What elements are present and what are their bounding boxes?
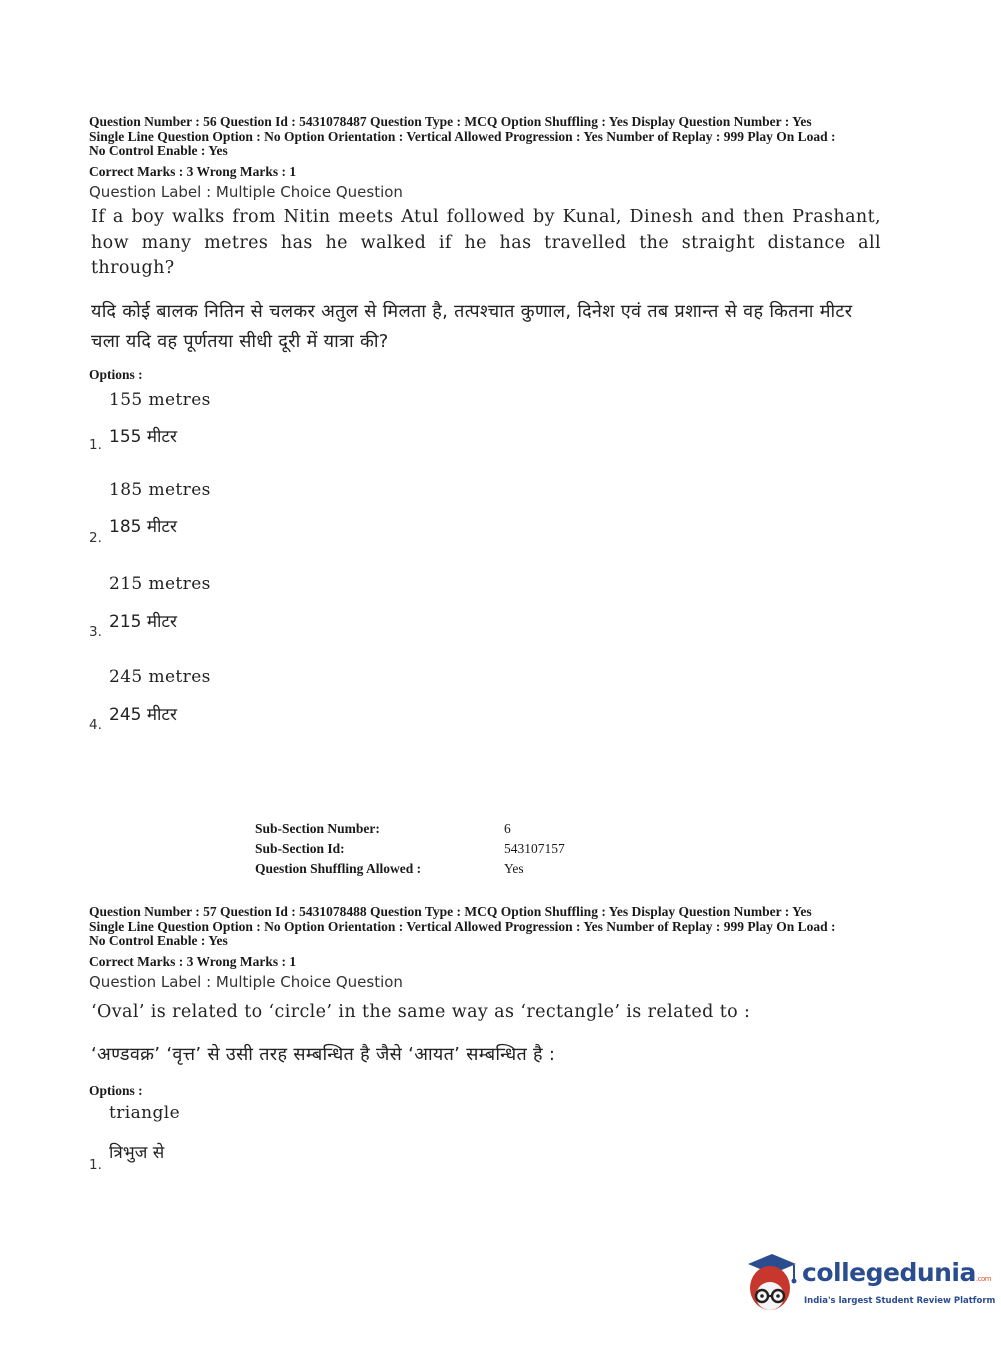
q56-text-en: If a boy walks from Nitin meets Atul followed by Kunal, Dinesh and then Prashant, how many metres has he walked if he has travelled the straight distance all through? xyxy=(91,207,881,278)
q56-option-4-en: 245 metres xyxy=(109,667,211,687)
q56-marks: Correct Marks : 3 Wrong Marks : 1 xyxy=(89,164,297,179)
q56-option-3-en: 215 metres xyxy=(109,574,211,594)
question-shuffling-value: Yes xyxy=(504,861,524,876)
q56-option-4-hi: 245 मीटर xyxy=(109,705,177,725)
q56-option-3-hi: 215 मीटर xyxy=(109,612,177,632)
subsection-number-label: Sub-Section Number: xyxy=(255,821,380,836)
logo-wordmark xyxy=(802,1258,991,1287)
q56-option-2-en: 185 metres xyxy=(109,480,211,500)
q56-option-4-number: 4. xyxy=(89,717,102,733)
q56-option-2-number: 2. xyxy=(89,530,102,546)
q56-option-1-hi: 155 मीटर xyxy=(109,427,177,447)
collegedunia-logo xyxy=(742,1248,996,1318)
subsection-number-value: 6 xyxy=(504,821,511,836)
logo-suffix: .com xyxy=(975,1275,992,1283)
q57-marks: Correct Marks : 3 Wrong Marks : 1 xyxy=(89,954,297,969)
q56-option-2-hi: 185 मीटर xyxy=(109,517,177,537)
q57-option-1-en: triangle xyxy=(109,1103,181,1123)
q57-meta: Question Number : 57 Question Id : 5431078488 Question Type : MCQ Option Shuffling : Yes Display Question Number : Yes Single Line Question Option : No Option Orientation : Vertical Allowed Progression : Yes Number of Replay : 999 Play On Load : No Control Enable : Yes xyxy=(89,904,836,949)
q56-option-1-en: 155 metres xyxy=(109,390,211,410)
q57-option-1-number: 1. xyxy=(89,1157,102,1173)
q57-text-hi: ‘अण्डवक्र’ ‘वृत्त’ से उसी तरह सम्बन्धित है जैसे ‘आयत’ सम्बन्धित है : xyxy=(91,1044,556,1065)
q56-option-1-number: 1. xyxy=(89,437,102,453)
question-shuffling-label: Question Shuffling Allowed : xyxy=(255,861,422,876)
subsection-id-value: 543107157 xyxy=(504,841,565,856)
logo-name: collegedunia xyxy=(802,1258,976,1287)
q56-options-title: Options : xyxy=(89,367,143,382)
q57-text-en: ‘Oval’ is related to ‘circle’ in the same way as ‘rectangle’ is related to : xyxy=(91,1002,751,1022)
q57-options-title: Options : xyxy=(89,1083,143,1098)
q56-label: Question Label : Multiple Choice Question xyxy=(89,183,403,201)
subsection-id-label: Sub-Section Id: xyxy=(255,841,345,856)
logo-tagline: India's largest Student Review Platform xyxy=(804,1296,996,1306)
q56-meta: Question Number : 56 Question Id : 5431078487 Question Type : MCQ Option Shuffling : Yes Display Question Number : Yes Single Line Question Option : No Option Orientation : Vertical Allowed Progression : Yes Number of Replay : 999 Play On Load : No Control Enable : Yes xyxy=(89,114,836,159)
q57-label: Question Label : Multiple Choice Question xyxy=(89,973,403,991)
logo-mascot-icon xyxy=(742,1248,802,1318)
q56-text-hi: यदि कोई बालक नितिन से चलकर अतुल से मिलता है, तत्पश्चात कुणाल, दिनेश एवं तब प्रशान्त से वह कितना मीटर चला यदि वह पूर्णतया सीधी दूरी में यात्रा की? xyxy=(91,301,853,352)
q57-option-1-hi: त्रिभुज से xyxy=(109,1143,165,1163)
q56-option-3-number: 3. xyxy=(89,624,102,640)
